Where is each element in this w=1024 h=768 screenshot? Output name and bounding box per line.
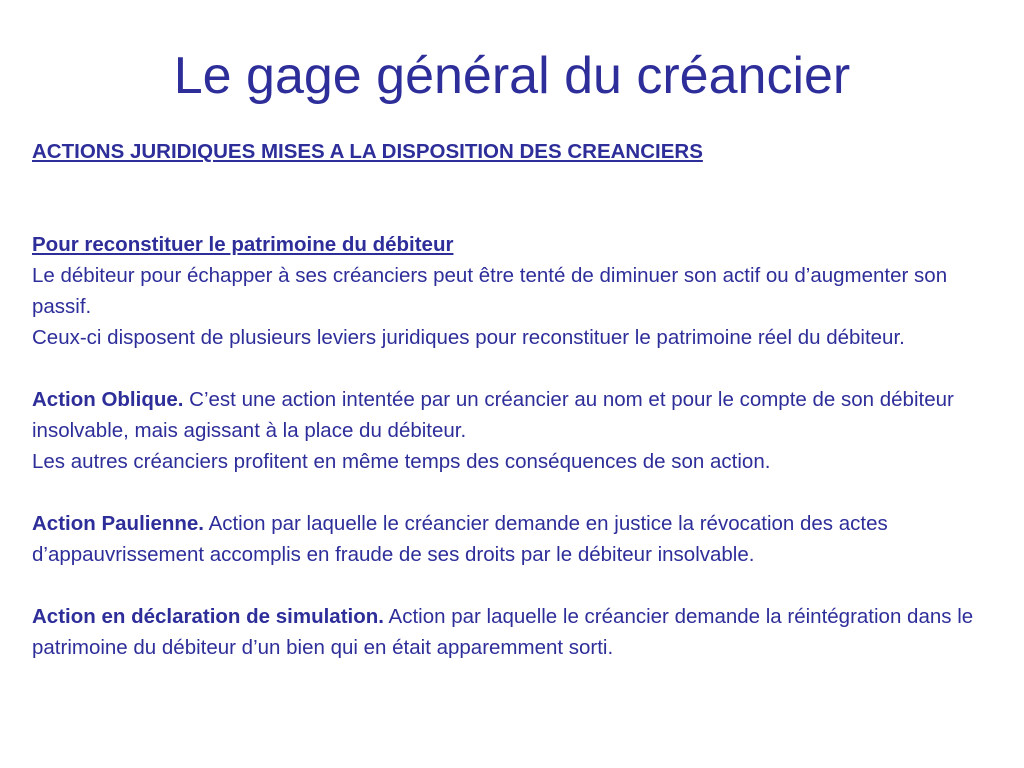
section-paragraph-2: Ceux-ci disposent de plusieurs leviers juridiques pour reconstituer le patrimoine réel du débiteur. [32,326,905,349]
spacer [32,167,992,229]
action-oblique-paragraph [32,384,992,446]
action-simulation-paragraph [32,601,992,663]
section-action-oblique [32,384,992,477]
section-paragraph-1: Le débiteur pour échapper à ses créanciers peut être tenté de diminuer son actif ou d’augmenter son passif. [32,264,948,318]
section-action-simulation [32,601,992,663]
spacer [32,570,992,601]
slide-title: Le gage général du créancier [173,47,851,105]
section-subheading: Pour reconstituer le patrimoine du débiteur [32,233,454,256]
spacer [32,353,992,384]
slide-content [32,136,992,663]
action-oblique-text: C’est une action intentée par un créancier au nom et pour le compte de son débiteur insolvable, mais agissant à la place du débiteur. [32,388,954,442]
action-paulienne-text: Action par laquelle le créancier demande en justice la révocation des actes d’appauvrissement accomplis en fraude de ses droits par le débiteur insolvable. [32,512,888,566]
action-simulation-text: Action par laquelle le créancier demande la réintégration dans le patrimoine du débiteur d’un bien qui en était apparemment sorti. [32,605,974,659]
action-simulation-label: Action en déclaration de simulation. [32,605,384,628]
action-paulienne-paragraph [32,508,992,570]
section-action-paulienne [32,508,992,570]
action-oblique-paragraph-2: Les autres créanciers profitent en même temps des conséquences de son action. [32,450,771,473]
action-oblique-label: Action Oblique. [32,388,184,411]
spacer [32,477,992,508]
main-heading: ACTIONS JURIDIQUES MISES A LA DISPOSITION DES CREANCIERS [32,140,703,163]
action-paulienne-label: Action Paulienne. [32,512,204,535]
section-reconstitution [32,229,992,353]
